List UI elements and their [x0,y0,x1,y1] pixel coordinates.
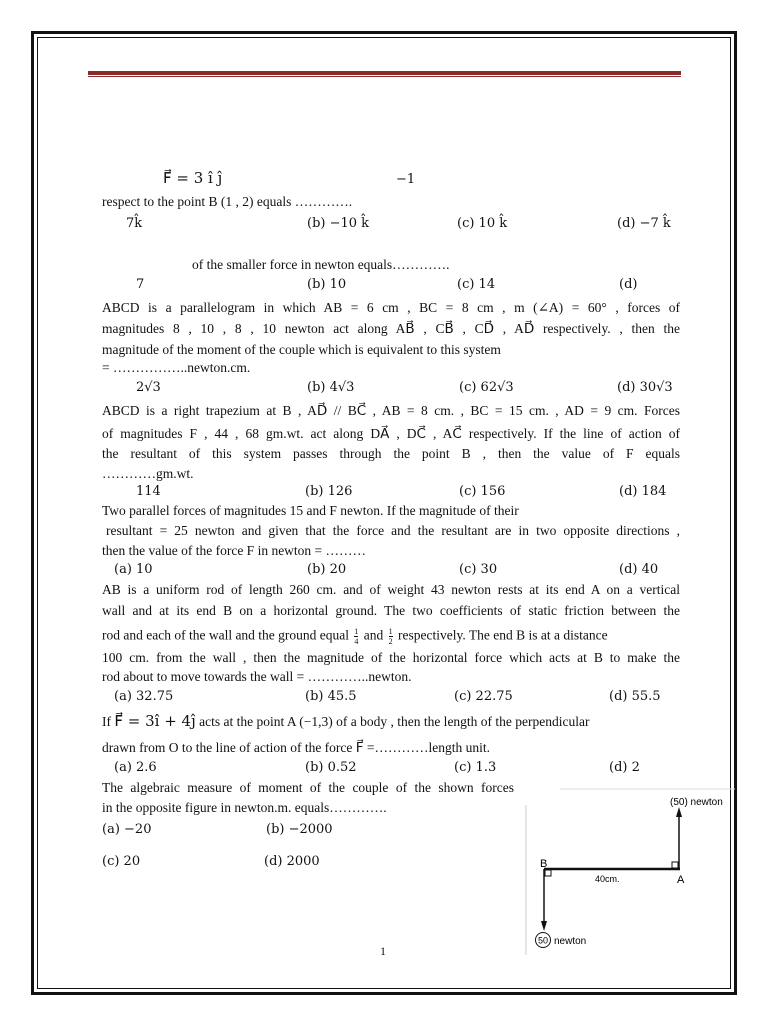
q4-choice-d: (d) 184 [619,484,667,499]
q6-choice-c: (c) 22.75 [454,689,513,704]
q6-fraction-1: $\frac{1}{4}$ [354,627,359,646]
q5-choice-b: (b) 20 [307,562,347,577]
q6-line-1: AB is a uniform rod of length 260 cm. and of weight 43 newton rests at its end A on a vertical [102,582,680,597]
up-arrow-icon [676,807,682,817]
figure-label-a: A [677,874,685,886]
q1-choice-a: 7k̂ [126,216,143,231]
figure-label-b: B [540,858,548,870]
figure-top-force-label: (50) newton [670,797,723,808]
q5-line-3: then the value of the force F in newton = ……… [102,543,367,558]
header-rule-thin [88,76,681,77]
q2-choice-c: (c) 14 [457,277,496,292]
figure-bottom-force-value: 50 [537,935,549,946]
q3-choice-b: (b) 4√3 [307,380,355,395]
q1-choice-c: (c) 10 k̂ [457,216,508,231]
q3-line-1: ABCD is a parallelogram in which AB = 6 cm , BC = 8 cm , m (∠A) = 60° , forces of [102,300,680,315]
q5-choice-c: (c) 30 [459,562,498,577]
q4-line-1: ABCD is a right trapezium at B , AD⃗ // BC⃗ , AB = 8 cm. , BC = 15 cm. , AD = 9 cm. Forces [102,403,680,418]
q4-line-3: the resultant of this system passes through the point B , then the value of F equals [102,446,680,461]
header-rule [88,71,681,75]
q8-line-2: in the opposite figure in newton.m. equals…………. [102,800,387,815]
q6-choice-b: (b) 45.5 [305,689,357,704]
q3-line-3: magnitude of the moment of the couple which is equivalent to this system [102,342,501,357]
figure-bottom-force-unit: newton [554,936,587,947]
q6-line-3-and: and [363,627,384,643]
figure-distance-label: 40cm. [595,874,620,884]
down-arrow-icon [541,921,547,931]
q1-choice-d: (d) −7 k̂ [617,216,671,231]
q3-choice-d: (d) 30√3 [617,380,673,395]
q3-line-4: = ……………..newton.cm. [102,360,251,375]
right-angle-mark-a [672,862,678,868]
q6-line-3 [102,627,608,646]
q8-choice-a: (a) −20 [102,822,152,837]
q6-fraction-2: $\frac{1}{2}$ [388,627,393,646]
q5-line-2: resultant = 25 newton and given that the force and the resultant are in two opposite directions , [106,523,680,538]
q6-choice-a: (a) 32.75 [114,689,174,704]
q7-line-1-rest: acts at the point A (−1,3) of a body , then the length of the perpendicular [199,714,590,729]
q1-text: respect to the point B (1 , 2) equals …………. [102,194,353,209]
q8-choice-b: (b) −2000 [266,822,333,837]
q7-line-1 [102,713,590,730]
right-angle-mark-b [545,870,551,876]
q1-choice-b: (b) −10 k̂ [307,216,370,231]
q6-line-4: 100 cm. from the wall , then the magnitude of the horizontal force which acts at B to make the [102,650,680,665]
q2-choice-d: (d) [619,277,638,292]
q2-text: of the smaller force in newton equals…………. [192,257,450,272]
q5-line-1: Two parallel forces of magnitudes 15 and F newton. If the magnitude of their [102,503,519,518]
q3-line-2: magnitudes 8 , 10 , 8 , 10 newton act along AB⃗ , CB⃗ , CD⃗ , AD⃗ respectively. , then the [102,321,680,336]
q1-formula: F⃗ = 3 î ĵ [163,169,223,187]
q3-choice-a: 2√3 [136,380,161,395]
q6-choice-d: (d) 55.5 [609,689,661,704]
couple-figure [520,785,735,955]
q1-formula-tail: −1 [396,172,416,187]
q4-choice-c: (c) 156 [459,484,506,499]
q6-line-3-end: respectively. The end B is at a distance [398,627,608,643]
q6-line-5: rod about to move towards the wall = …………..newton. [102,669,412,684]
q7-line-2: drawn from O to the line of action of the force F⃗ =…………length unit. [102,740,491,755]
q6-line-2: wall and at its end B on a horizontal ground. The two coefficients of static friction between the [102,603,680,618]
q3-choice-c: (c) 62√3 [459,380,514,395]
page-number: 1 [380,944,386,958]
q7-choice-c: (c) 1.3 [454,760,497,775]
q2-choice-a: 7 [136,277,145,292]
q4-choice-b: (b) 126 [305,484,353,499]
q7-choice-b: (b) 0.52 [305,760,357,775]
q8-choice-c: (c) 20 [102,854,141,869]
q4-line-2: of magnitudes F , 44 , 68 gm.wt. act along DA⃗ , DC⃗ , AC⃗ respectively. If the line of action of [102,426,680,441]
q8-choice-d: (d) 2000 [264,854,320,869]
q6-line-3-start: rod and each of the wall and the ground equal [102,627,350,643]
q7-choice-a: (a) 2.6 [114,760,157,775]
q5-choice-d: (d) 40 [619,562,659,577]
q2-choice-b: (b) 10 [307,277,347,292]
q7-formula: F⃗ = 3î + 4ĵ [114,712,196,730]
q8-line-1: The algebraic measure of moment of the couple of the shown forces [102,780,514,795]
q7-choice-d: (d) 2 [609,760,640,775]
q4-line-4: …………gm.wt. [102,466,194,481]
q5-choice-a: (a) 10 [114,562,153,577]
q4-choice-a: 114 [136,484,161,499]
q7-line-1-if: If [102,714,111,729]
